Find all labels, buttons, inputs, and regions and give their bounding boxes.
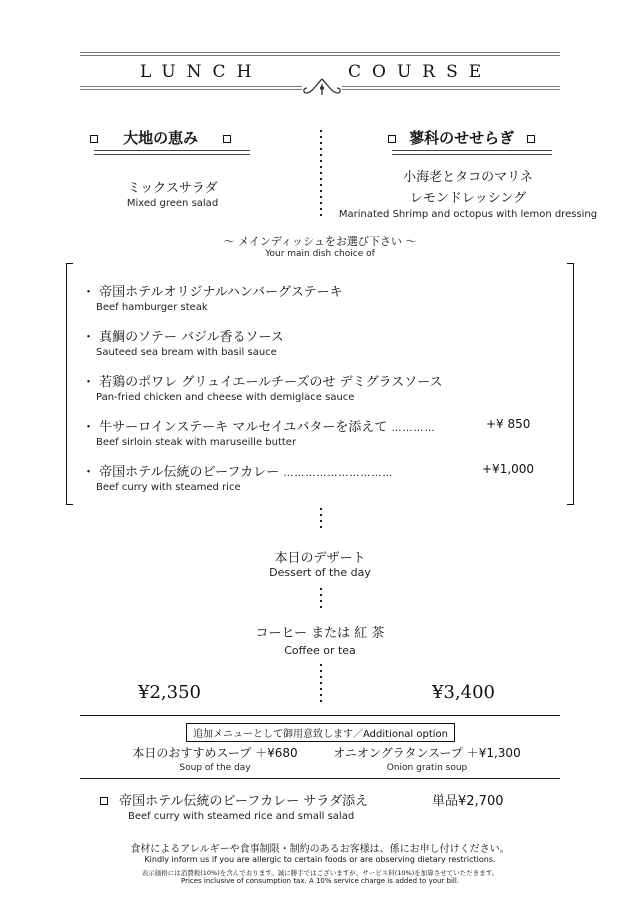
price-right: ¥3,400	[432, 682, 495, 703]
main-item-en: Beef sirloin steak with maruseille butter	[96, 437, 297, 448]
main-item-en: Pan-fried chicken and cheese with demiglace sauce	[96, 392, 355, 403]
starter-right-jp-1: 小海老とタコのマリネ	[403, 170, 533, 185]
starter-left-en: Mixed green salad	[126, 198, 219, 209]
dotted-divider	[320, 128, 322, 220]
curry-set	[100, 790, 540, 822]
soup-day-en: Soup of the day	[179, 763, 251, 773]
allergy-notice	[60, 840, 580, 864]
course-right-underline	[392, 150, 552, 155]
dessert-en: Dessert of the day	[269, 566, 371, 579]
dotted-divider	[320, 506, 322, 532]
tax-jp: 表示価格には消費税(10%)を含んでおります。誠に勝手ではございますが、サービス料(10%)を加算させていただきます。	[141, 869, 499, 877]
main-item-price: +¥ 850	[486, 417, 531, 431]
leader-dots: …………………………	[283, 468, 394, 479]
square-bullet-icon	[527, 135, 535, 143]
dessert	[220, 547, 420, 579]
tax-en: Prices inclusive of consumption tax. A 10% service charge is added to your bill.	[180, 877, 460, 885]
square-bullet-icon	[90, 135, 98, 143]
main-item-jp: ・ 帝国ホテル伝統のビーフカレー	[82, 465, 280, 480]
title-lunch: LUNCH	[140, 62, 263, 82]
starter-left-jp: ミックスサラダ	[127, 181, 218, 196]
header-rule-bottom-left	[80, 86, 302, 87]
starter-left	[90, 177, 255, 209]
starter-right	[336, 166, 600, 220]
starter-right-jp-2: レモンドレッシング	[409, 191, 527, 206]
ornament-icon	[302, 76, 342, 98]
allergy-en: Kindly inform us if you are allergic to certain foods or are observing dietary restrictions.	[144, 855, 496, 864]
main-item-jp: ・ 牛サーロインステーキ マルセイユバターを添えて	[82, 420, 388, 435]
soup-of-the-day	[110, 744, 320, 773]
header-rule-bottom-right	[342, 86, 560, 87]
main-item	[82, 416, 552, 448]
section-rule	[80, 715, 560, 716]
main-item	[82, 371, 552, 403]
left-bracket	[66, 263, 73, 505]
main-choice-heading	[120, 233, 520, 259]
curry-set-price: 単品¥2,700	[432, 794, 504, 809]
square-bullet-icon	[388, 135, 396, 143]
leader-dots: …………	[391, 423, 436, 434]
drink	[220, 622, 420, 657]
soup-onion-jp: オニオングラタンスープ ＋¥1,300	[333, 746, 521, 760]
onion-gratin-soup	[322, 744, 532, 773]
course-left-name: 大地の恵み	[123, 129, 199, 147]
section-rule	[80, 778, 560, 779]
dotted-divider	[320, 662, 322, 704]
main-choice-heading-en: Your main dish choice of	[265, 249, 375, 259]
course-right-heading	[388, 127, 568, 148]
main-item-jp: ・ 真鯛のソテー バジル香るソース	[82, 330, 284, 345]
dotted-divider	[320, 586, 322, 610]
course-right-name: 蓼科のせせらぎ	[409, 129, 515, 147]
main-item-jp: ・ 若鶏のポワレ グリュイエールチーズのせ デミグラスソース	[82, 375, 443, 390]
starter-right-en: Marinated Shrimp and octopus with lemon dressing	[338, 209, 598, 220]
soup-day-jp: 本日のおすすめスープ ＋¥680	[132, 746, 298, 760]
tax-notice	[60, 868, 580, 885]
square-bullet-icon	[223, 135, 231, 143]
main-item-en: Sauteed sea bream with basil sauce	[96, 347, 277, 358]
curry-set-en: Beef curry with steamed rice and small salad	[128, 811, 355, 822]
course-left-underline	[94, 150, 250, 155]
main-item	[82, 326, 552, 358]
curry-set-jp: 帝国ホテル伝統のビーフカレー サラダ添え	[119, 794, 369, 809]
main-item-jp: ・ 帝国ホテルオリジナルハンバーグステーキ	[82, 285, 343, 300]
main-item-en: Beef hamburger steak	[96, 302, 208, 313]
course-left-heading	[90, 127, 250, 148]
drink-jp: コーヒー または 紅 茶	[255, 626, 385, 641]
header-rule-bottom-right-2	[342, 89, 560, 90]
main-item-price: +¥1,000	[482, 462, 535, 476]
header-rule-top	[80, 52, 560, 53]
title-course: COURSE	[348, 62, 493, 82]
main-item	[82, 461, 552, 493]
main-choice-heading-jp: ～ メインディッシュをお選び下さい ～	[223, 235, 417, 248]
right-bracket	[567, 263, 574, 505]
header-rule-bottom-left-2	[80, 89, 302, 90]
drink-en: Coffee or tea	[284, 644, 356, 657]
price-left: ¥2,350	[138, 682, 201, 703]
main-item-en: Beef curry with steamed rice	[96, 482, 241, 493]
header-rule-top-2	[80, 55, 560, 56]
soup-onion-en: Onion gratin soup	[386, 763, 468, 773]
allergy-jp: 食材によるアレルギーや食事制限・制約のあるお客様は、係にお申し付けください。	[130, 844, 510, 855]
square-bullet-icon	[100, 797, 108, 805]
dessert-jp: 本日のデザート	[274, 551, 366, 566]
additional-option-label: 追加メニューとして御用意致します／Additional option	[186, 723, 455, 742]
main-item	[82, 281, 552, 313]
